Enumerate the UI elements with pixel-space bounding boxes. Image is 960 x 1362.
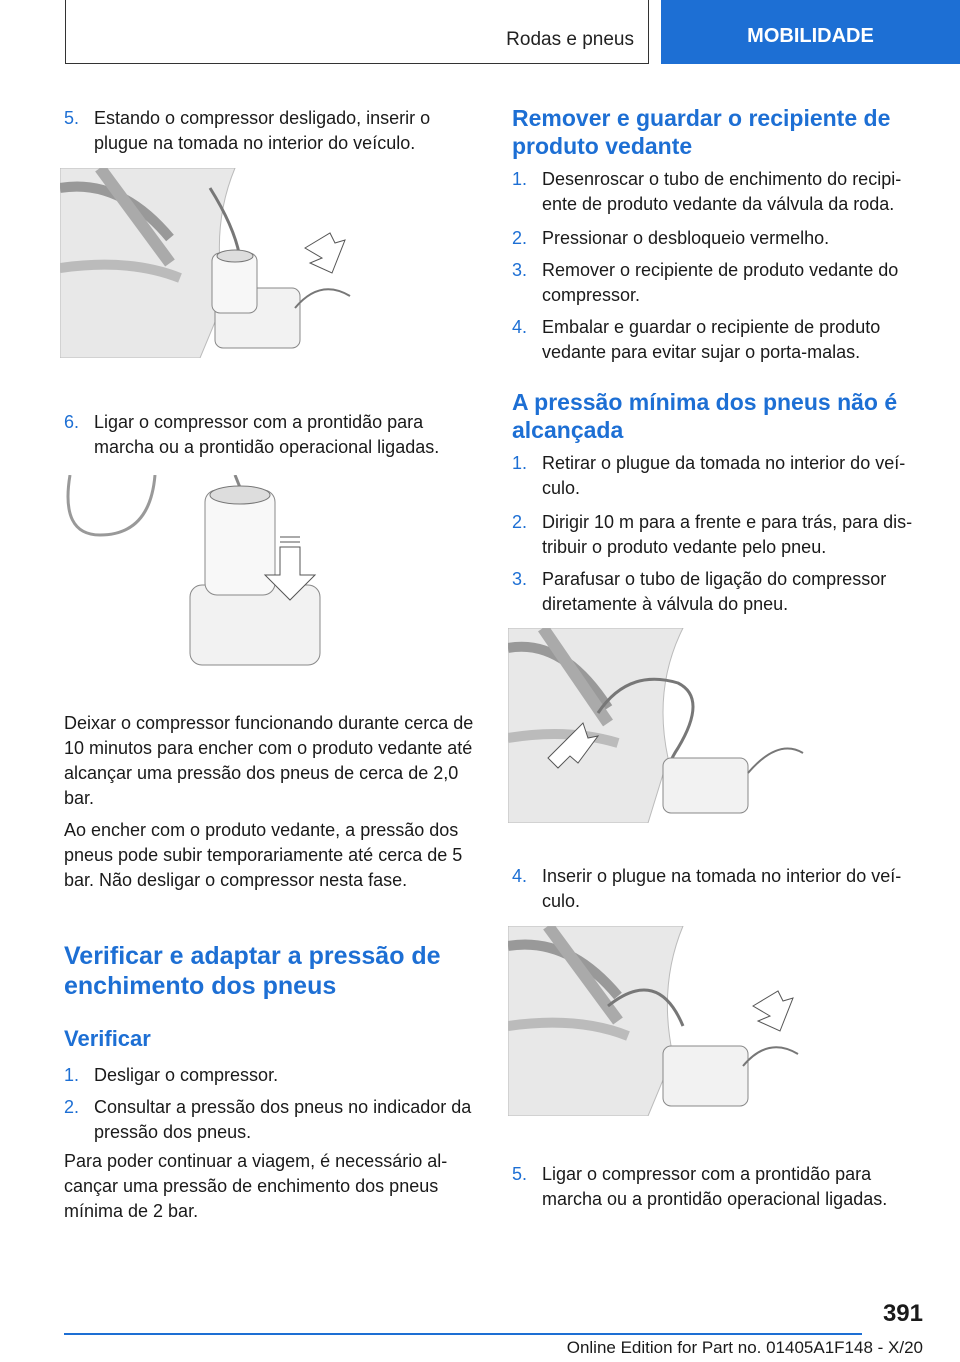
step-text: Desenroscar o tubo de enchimento do recipiente de produto vedante da válvula da roda. <box>542 169 902 214</box>
left-step-6 <box>64 410 474 460</box>
right-pressure-step-2 <box>512 510 926 560</box>
step-text: Desligar o compressor. <box>94 1065 279 1085</box>
step-text: Pressionar o desbloqueio vermelho. <box>542 228 830 248</box>
right-remove-step-2 <box>512 226 926 251</box>
step-text: Embalar e guardar o recipiente de produto vedante para evitar sujar o porta-malas. <box>542 317 881 362</box>
right-remove-step-3 <box>512 258 926 308</box>
step-number: 2. <box>64 1097 80 1117</box>
section-heading-verify-adjust: Verificar e adaptar a pressão de enchimento dos pneus <box>64 942 441 1000</box>
step-text: Ligar o compressor com a prontidão para marcha ou a prontidão operacional ligadas. <box>94 412 440 457</box>
step-text: Estando o compressor desligado, inserir o plugue na tomada no interior do veículo. <box>94 108 431 153</box>
step-number: 5. <box>64 108 80 128</box>
step-number: 4. <box>512 317 528 337</box>
step-text: Ligar o compressor com a prontidão para marcha ou a prontidão operacional ligadas. <box>542 1164 888 1209</box>
step-number: 3. <box>512 569 528 589</box>
step-number: 2. <box>512 512 528 532</box>
left-paragraph-pressure: Ao encher com o produto vedante, a pressão dos pneus pode subir temporariamente até cerca de 5 bar. Não desligar o compressor nesta fase. <box>64 820 463 890</box>
step-text: Remover o recipiente de produto vedante do compressor. <box>542 260 899 305</box>
footer-divider <box>64 1333 862 1335</box>
step-text: Parafusar o tubo de ligação do compressor diretamente à válvula do pneu. <box>542 569 887 614</box>
chapter-tab <box>661 0 960 64</box>
step-text: Consultar a pressão dos pneus no indicador da pressão dos pneus. <box>94 1097 472 1142</box>
subheading-verify: Verificar <box>64 1026 151 1051</box>
right-pressure-step-5 <box>512 1162 926 1212</box>
step-text: Inserir o plugue na tomada no interior do veículo. <box>542 866 902 911</box>
right-pressure-step-3 <box>512 567 926 617</box>
valve-connection-illustration <box>508 628 808 823</box>
right-remove-step-1 <box>512 167 926 217</box>
step-text: Dirigir 10 m para a frente e para trás, para distribuir o produto vedante pelo pneu. <box>542 512 913 557</box>
left-paragraph-min-pressure: Para poder continuar a viagem, é necessário alcançar uma pressão de enchimento dos pneus mínima de 2 bar. <box>64 1151 448 1221</box>
step-number: 5. <box>512 1164 528 1184</box>
left-paragraph-fill: Deixar o compressor funcionando durante cerca de 10 minutos para encher com o produto vedante até alcançar uma pressão dos pneus de cerca de 2,0 bar. <box>64 713 474 808</box>
step-number: 4. <box>512 866 528 886</box>
compressor-power-illustration <box>60 475 360 670</box>
step-number: 1. <box>64 1065 80 1085</box>
section-heading-min-pressure: A pressão mínima dos pneus não é alcançada <box>512 389 898 443</box>
left-verify-step-2 <box>64 1095 474 1145</box>
section-heading-remove-container: Remover e guardar o recipiente de produto vedante <box>512 105 891 159</box>
right-pressure-step-4 <box>512 864 926 914</box>
step-number: 6. <box>64 412 80 432</box>
step-number: 3. <box>512 260 528 280</box>
compressor-plug-illustration-2 <box>508 926 808 1116</box>
chapter-title: MOBILIDADE <box>747 24 874 47</box>
step-number: 1. <box>512 453 528 473</box>
left-step-5 <box>64 106 474 156</box>
edition-footer: Online Edition for Part no. 01405A1F148 - X/20 <box>566 1338 923 1357</box>
step-text: Retirar o plugue da tomada no interior do veículo. <box>542 453 906 498</box>
left-verify-step-1 <box>64 1063 474 1088</box>
right-remove-step-4 <box>512 315 926 365</box>
section-title: Rodas e pneus <box>506 29 634 50</box>
header-frame <box>65 0 649 64</box>
compressor-plug-illustration <box>60 168 360 358</box>
step-number: 1. <box>512 169 528 189</box>
right-pressure-step-1 <box>512 451 926 501</box>
step-number: 2. <box>512 228 528 248</box>
page-number: 391 <box>882 1300 923 1327</box>
